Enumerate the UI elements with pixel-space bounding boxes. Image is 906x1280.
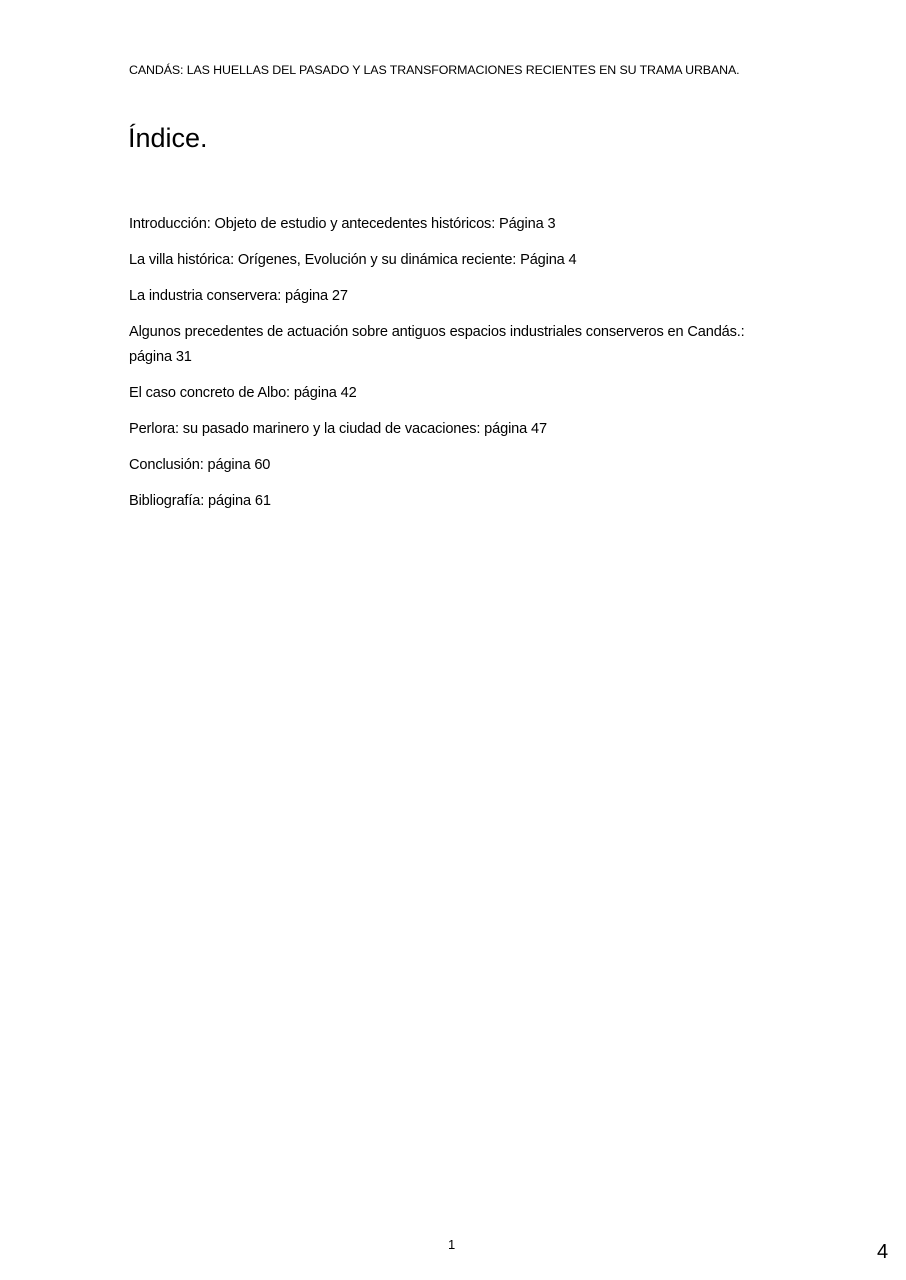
corner-page-number: 4 xyxy=(877,1241,889,1263)
toc-entry: Bibliografía: página 61 xyxy=(129,493,271,509)
table-of-contents xyxy=(129,212,789,525)
running-header: CANDÁS: LAS HUELLAS DEL PASADO Y LAS TRANSFORMACIONES RECIENTES EN SU TRAMA URBANA. xyxy=(129,63,740,77)
toc-entry: Perlora: su pasado marinero y la ciudad de vacaciones: página 47 xyxy=(129,421,547,437)
toc-entry: Conclusión: página 60 xyxy=(129,457,271,473)
toc-entry: La industria conservera: página 27 xyxy=(129,288,348,304)
toc-entry: Introducción: Objeto de estudio y antecedentes históricos: Página 3 xyxy=(129,216,556,232)
toc-entry: Algunos precedentes de actuación sobre antiguos espacios industriales conserveros en Candás.: página 31 xyxy=(129,324,745,365)
page-title: Índice. xyxy=(128,123,208,153)
toc-entry: El caso concreto de Albo: página 42 xyxy=(129,385,357,401)
footer-page-number: 1 xyxy=(448,1237,456,1252)
toc-entry: La villa histórica: Orígenes, Evolución y su dinámica reciente: Página 4 xyxy=(129,252,577,268)
